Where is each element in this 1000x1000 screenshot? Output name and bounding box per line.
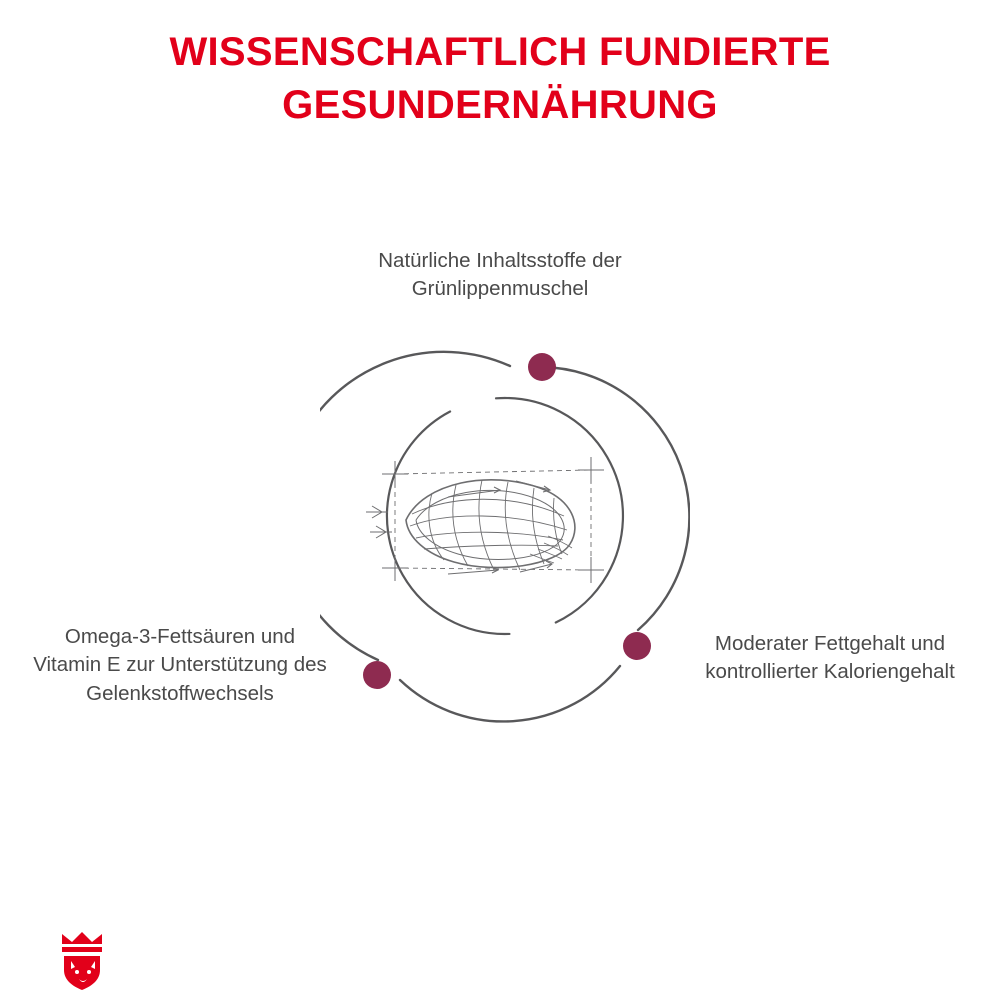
page-title-line-1: WISSENSCHAFTLICH FUNDIERTE (169, 30, 831, 74)
ring-arc-bottom (400, 666, 620, 721)
sketch-mussel (366, 457, 604, 583)
page-title-line-2: GESUNDERNÄHRUNG (282, 82, 718, 127)
page-title (50, 26, 950, 132)
footer-bar (0, 922, 1000, 1000)
dot-right-marker (623, 632, 651, 660)
ring-arc-right (542, 367, 689, 630)
dot-left-marker (363, 661, 391, 689)
callout-right-text: Moderater Fettgehalt und kontrollierter Kaloriengehalt (705, 632, 955, 684)
dot-top-marker (528, 353, 556, 381)
callout-top-text: Natürliche Inhaltsstoffe der Grünlippenmuschel (378, 249, 622, 301)
callout-left-text: Omega-3-Fettsäuren und Vitamin E zur Unterstützung des Gelenkstoffwechsels (33, 625, 327, 705)
royal-canin-crown-logo (58, 930, 142, 992)
mussel-diagram (320, 330, 690, 730)
ring-inner (387, 398, 623, 634)
